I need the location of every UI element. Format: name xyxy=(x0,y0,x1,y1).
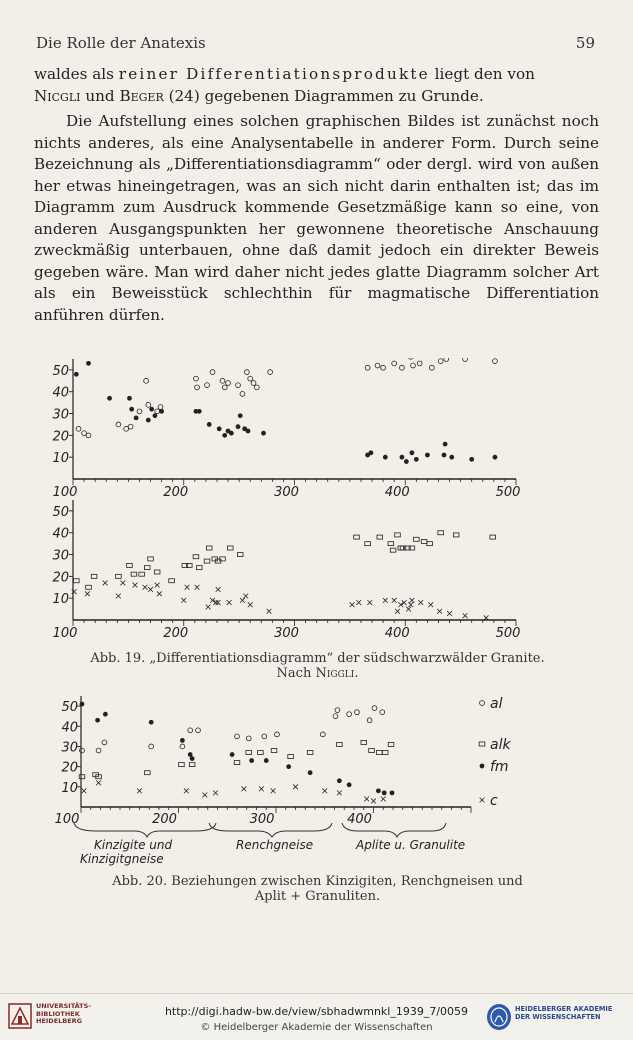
point-al xyxy=(355,710,360,715)
fig19-caption-line-1: Abb. 19. „Differentiationsdiagramm“ der südschwarzwälder Granite. xyxy=(90,651,545,666)
footer-bar xyxy=(0,993,633,1040)
point-c xyxy=(240,598,245,603)
point-alk xyxy=(246,751,252,755)
p1-text-a: waldes als xyxy=(34,65,119,83)
point-alk xyxy=(271,748,277,752)
point-fm xyxy=(308,770,313,775)
y-tick-label: 40 xyxy=(52,526,69,542)
point-al xyxy=(222,385,227,390)
y-tick-label: 40 xyxy=(61,720,78,736)
point-fm xyxy=(382,790,387,795)
legend-c-symbol xyxy=(480,798,485,803)
point-alk xyxy=(148,557,154,561)
point-al xyxy=(335,708,340,713)
point-fm xyxy=(246,429,251,434)
p1-rest: (24) gegebenen Diagrammen zu Grunde. xyxy=(163,86,484,105)
point-al xyxy=(367,718,372,723)
y-tick-label: 40 xyxy=(52,385,69,401)
point-alk xyxy=(116,574,122,578)
point-alk xyxy=(204,559,210,563)
point-al xyxy=(408,358,413,359)
point-fm xyxy=(449,455,454,460)
point-fm xyxy=(74,372,79,377)
point-al xyxy=(226,381,231,386)
group-label-kinzigite-1: Kinzigite und xyxy=(94,838,173,852)
point-c xyxy=(463,613,468,618)
point-alk xyxy=(193,555,199,559)
point-al xyxy=(254,385,259,390)
point-c xyxy=(85,591,90,596)
point-fm xyxy=(238,413,243,418)
point-al xyxy=(86,433,91,438)
point-alk xyxy=(377,751,383,755)
point-fm xyxy=(129,407,134,412)
point-c xyxy=(143,585,148,590)
figure-19-caption xyxy=(40,651,595,681)
point-c xyxy=(408,602,413,607)
running-title: Die Rolle der Anatexis xyxy=(36,34,206,52)
point-c xyxy=(267,609,272,614)
fig20-plot xyxy=(55,696,512,827)
point-c xyxy=(395,609,400,614)
point-alk xyxy=(382,751,388,755)
point-alk xyxy=(237,553,243,557)
point-alk xyxy=(438,531,444,535)
point-c xyxy=(350,602,355,607)
x-tick-label: 500 xyxy=(495,485,521,500)
point-al xyxy=(102,740,107,745)
point-fm xyxy=(229,431,234,436)
brace-kinzigite xyxy=(74,823,216,837)
point-al xyxy=(275,732,280,737)
paragraph-2-text: Die Aufstellung eines solchen graphischen Bildes ist zunächst noch nichts anderes, als eine Analysentabelle in anderer Form. Durch seine Bezeichnung als „Differentiationsdiagramm“ oder dergl. wird von außen her etwas hineingetragen, was an sich nicht darin enthalten ist; das im Diagramm zum Ausdruck kommende Gesetzmäßige kann so eine, von anderen Ausgangspunkten her gewonnene theoretische Anschauung zweckmäßig unterbauen, ohne daß damit jedoch ein direkter Beweis gegeben wäre. Man wird daher nicht jedes glatte Diagramm solcher Art als ein Beweisstück schlechthin für magmatische Differentiation anführen dürfen. xyxy=(34,112,599,324)
point-al xyxy=(155,409,160,414)
x-tick-label: 300 xyxy=(274,485,299,500)
y-tick-label: 30 xyxy=(61,740,78,756)
point-c xyxy=(383,598,388,603)
point-al xyxy=(438,359,443,364)
point-alk xyxy=(139,572,145,576)
point-fm xyxy=(95,718,100,723)
point-fm xyxy=(425,453,430,458)
point-al xyxy=(180,744,185,749)
point-fm xyxy=(80,702,85,707)
x-tick-label: 300 xyxy=(249,812,275,827)
point-fm xyxy=(404,459,409,464)
point-alk xyxy=(189,763,195,767)
point-fm xyxy=(236,424,241,429)
x-tick-label: 500 xyxy=(495,626,521,641)
point-c xyxy=(437,609,442,614)
point-fm xyxy=(414,457,419,462)
point-c xyxy=(367,600,372,605)
point-fm xyxy=(469,457,474,462)
figure-19 xyxy=(36,358,526,648)
p1-emphasis: reiner Differentiationsprodukte xyxy=(118,65,430,83)
point-fm xyxy=(347,782,352,787)
academy-line-1: HEIDELBERGER AKADEMIE xyxy=(515,1005,613,1013)
point-alk xyxy=(395,533,401,537)
point-fm xyxy=(443,442,448,447)
point-fm xyxy=(261,431,266,436)
point-al xyxy=(188,728,193,733)
point-alk xyxy=(453,533,459,537)
point-c xyxy=(248,602,253,607)
point-al xyxy=(375,363,380,368)
x-tick-label: 100 xyxy=(54,812,80,827)
point-alk xyxy=(127,563,133,567)
figure-20 xyxy=(36,695,536,870)
point-alk xyxy=(369,748,375,752)
point-fm xyxy=(159,409,164,414)
point-c xyxy=(213,790,218,795)
point-alk xyxy=(86,585,92,589)
point-alk xyxy=(258,751,264,755)
point-al xyxy=(244,370,249,375)
point-c xyxy=(202,792,207,797)
point-c xyxy=(241,786,246,791)
point-al xyxy=(80,748,85,753)
point-al xyxy=(365,365,370,370)
page-number: 59 xyxy=(575,34,595,52)
x-tick-label: 200 xyxy=(163,485,189,500)
y-tick-label: 50 xyxy=(52,363,69,379)
point-c xyxy=(120,581,125,586)
copyright-notice: © Heidelberger Akademie der Wissenschaften xyxy=(200,1022,433,1033)
y-tick-label: 10 xyxy=(61,780,78,796)
point-c xyxy=(381,797,386,802)
point-al xyxy=(205,383,210,388)
x-tick-label: 100 xyxy=(52,485,78,500)
point-al xyxy=(463,358,468,361)
point-c xyxy=(116,594,121,599)
point-c xyxy=(96,780,101,785)
point-al xyxy=(194,376,199,381)
point-fm xyxy=(86,361,91,366)
running-header xyxy=(36,34,597,52)
point-al xyxy=(149,744,154,749)
point-al xyxy=(128,424,133,429)
point-fm xyxy=(409,450,414,455)
point-alk xyxy=(490,535,496,539)
fig19-caption-nach: Nach xyxy=(276,666,316,681)
point-alk xyxy=(354,535,360,539)
author-niggli: Nicgli xyxy=(34,86,81,105)
point-alk xyxy=(427,542,433,546)
y-tick-label: 20 xyxy=(52,570,69,586)
point-al xyxy=(347,712,352,717)
point-al xyxy=(235,734,240,739)
legend-fm-symbol xyxy=(480,764,485,769)
point-c xyxy=(447,611,452,616)
point-fm xyxy=(222,433,227,438)
point-al xyxy=(262,734,267,739)
fig19-bottom-panel xyxy=(52,500,520,641)
fig20-caption-line-2: Aplit + Granuliten. xyxy=(254,889,381,904)
legend-fm-label: fm xyxy=(490,759,509,775)
point-alk xyxy=(414,537,420,541)
point-alk xyxy=(377,535,383,539)
point-al xyxy=(246,736,251,741)
point-fm xyxy=(197,409,202,414)
point-alk xyxy=(307,751,313,755)
point-c xyxy=(259,786,264,791)
point-fm xyxy=(493,455,498,460)
point-alk xyxy=(227,546,233,550)
point-fm xyxy=(249,758,254,763)
legend-al-symbol xyxy=(480,701,485,706)
uni-line-2: BIBLIOTHEK xyxy=(36,1009,80,1018)
point-al xyxy=(220,378,225,383)
point-al xyxy=(411,363,416,368)
point-al xyxy=(144,378,149,383)
legend-c-label: c xyxy=(490,793,498,809)
point-alk xyxy=(91,574,97,578)
point-c xyxy=(82,788,87,793)
point-alk xyxy=(288,755,294,759)
point-c xyxy=(243,594,248,599)
x-tick-label: 400 xyxy=(347,812,372,827)
point-c xyxy=(157,591,162,596)
point-c xyxy=(133,583,138,588)
point-c xyxy=(406,607,411,612)
point-fm xyxy=(400,455,405,460)
point-al xyxy=(268,370,273,375)
fig20-legend xyxy=(479,696,511,809)
y-tick-label: 50 xyxy=(52,504,69,520)
point-alk xyxy=(196,566,202,570)
point-alk xyxy=(390,548,396,552)
point-al xyxy=(333,714,338,719)
point-alk xyxy=(206,546,212,550)
point-al xyxy=(116,422,121,427)
point-al xyxy=(146,402,151,407)
point-al xyxy=(372,706,377,711)
y-tick-label: 30 xyxy=(52,548,69,564)
point-al xyxy=(380,710,385,715)
point-fm xyxy=(217,426,222,431)
point-fm xyxy=(369,450,374,455)
point-alk xyxy=(361,740,367,744)
legend-al-label: al xyxy=(490,696,503,712)
point-alk xyxy=(79,775,85,779)
x-tick-label: 200 xyxy=(152,812,177,827)
source-url-link[interactable]: http://digi.hadw-bw.de/view/sbhadwmnkl_1939_7/0059 xyxy=(164,1005,469,1018)
x-tick-label: 200 xyxy=(163,626,189,641)
point-al xyxy=(251,381,256,386)
y-tick-label: 20 xyxy=(61,760,78,776)
point-fm xyxy=(146,418,151,423)
fig19-top-panel xyxy=(52,358,520,500)
fig19-caption-end: . xyxy=(354,666,359,681)
point-fm xyxy=(390,790,395,795)
point-alk xyxy=(398,546,404,550)
y-tick-label: 50 xyxy=(61,700,78,716)
point-c xyxy=(206,605,211,610)
point-al xyxy=(248,376,253,381)
point-al xyxy=(381,365,386,370)
x-tick-label: 400 xyxy=(384,485,410,500)
fig19-caption-author: Niggli xyxy=(315,666,355,681)
point-alk xyxy=(145,771,151,775)
point-c xyxy=(337,790,342,795)
point-fm xyxy=(153,413,158,418)
group-label-aplite: Aplite u. Granulite xyxy=(356,838,466,852)
point-c xyxy=(428,602,433,607)
point-al xyxy=(320,732,325,737)
legend-alk-symbol xyxy=(479,742,485,746)
point-al xyxy=(240,392,245,397)
point-fm xyxy=(107,396,112,401)
academy-line-2: DER WISSENSCHAFTEN xyxy=(515,1013,601,1021)
point-c xyxy=(227,600,232,605)
y-tick-label: 30 xyxy=(52,407,69,423)
point-c xyxy=(371,799,376,804)
point-al xyxy=(76,426,81,431)
fig20-caption-line-1: Abb. 20. Beziehungen zwischen Kinzigiten, Renchgneisen und xyxy=(112,874,523,889)
author-beger: Beger xyxy=(119,86,164,105)
point-alk xyxy=(74,579,80,583)
point-c xyxy=(293,784,298,789)
point-c xyxy=(271,788,276,793)
point-fm xyxy=(190,756,195,761)
p1-und: und xyxy=(80,86,120,105)
x-tick-label: 300 xyxy=(274,626,299,641)
p1-text-c: liegt den von xyxy=(429,65,535,83)
uni-line-1: UNIVERSITÄTS- xyxy=(36,1002,91,1010)
point-alk xyxy=(421,539,427,543)
figure-20-caption xyxy=(40,874,595,904)
academy-name xyxy=(515,1005,612,1021)
point-al xyxy=(196,728,201,733)
y-tick-label: 20 xyxy=(52,429,69,445)
y-tick-label: 10 xyxy=(52,592,69,608)
point-c xyxy=(322,788,327,793)
point-fm xyxy=(383,455,388,460)
point-fm xyxy=(180,738,185,743)
group-label-kinzigite-2: Kinzigitgneise xyxy=(80,852,164,866)
point-al xyxy=(236,383,241,388)
point-al xyxy=(417,361,422,366)
point-al xyxy=(210,370,215,375)
point-alk xyxy=(144,566,150,570)
uni-line-3: HEIDELBERG xyxy=(36,1017,83,1025)
point-fm xyxy=(149,407,154,412)
point-alk xyxy=(234,761,240,765)
point-c xyxy=(181,598,186,603)
x-tick-label: 400 xyxy=(384,626,410,641)
point-al xyxy=(96,748,101,753)
point-c xyxy=(216,587,221,592)
point-alk xyxy=(337,742,343,746)
point-al xyxy=(444,358,449,361)
point-fm xyxy=(207,422,212,427)
academy-seal-icon xyxy=(485,1002,513,1032)
point-al xyxy=(195,385,200,390)
paragraph-1 xyxy=(34,64,599,107)
point-fm xyxy=(337,778,342,783)
point-fm xyxy=(149,720,154,725)
point-alk xyxy=(388,542,394,546)
point-alk xyxy=(169,579,175,583)
point-alk xyxy=(388,742,394,746)
point-c xyxy=(409,598,414,603)
point-c xyxy=(418,600,423,605)
x-tick-label: 100 xyxy=(52,626,78,641)
paragraph-2 xyxy=(34,111,599,326)
point-alk xyxy=(131,572,137,576)
point-fm xyxy=(286,764,291,769)
point-fm xyxy=(376,788,381,793)
point-al xyxy=(137,409,142,414)
point-c xyxy=(184,788,189,793)
group-label-renchgneise: Renchgneise xyxy=(236,838,314,852)
point-c xyxy=(137,788,142,793)
point-al xyxy=(158,405,163,410)
point-fm xyxy=(103,712,108,717)
legend-alk-label: alk xyxy=(490,737,511,753)
point-c xyxy=(364,797,369,802)
y-tick-label: 10 xyxy=(52,451,69,467)
point-c xyxy=(148,587,153,592)
point-c xyxy=(392,598,397,603)
point-al xyxy=(429,365,434,370)
point-c xyxy=(185,585,190,590)
academy-logo xyxy=(485,1002,625,1032)
point-alk xyxy=(179,763,185,767)
point-c xyxy=(103,581,108,586)
point-fm xyxy=(134,416,139,421)
point-alk xyxy=(154,570,160,574)
point-alk xyxy=(365,542,371,546)
point-al xyxy=(400,365,405,370)
point-c xyxy=(155,583,160,588)
point-fm xyxy=(127,396,132,401)
point-al xyxy=(392,361,397,366)
point-fm xyxy=(264,758,269,763)
point-al xyxy=(493,359,498,364)
point-c xyxy=(356,600,361,605)
point-c xyxy=(195,585,200,590)
point-fm xyxy=(442,453,447,458)
point-fm xyxy=(230,752,235,757)
